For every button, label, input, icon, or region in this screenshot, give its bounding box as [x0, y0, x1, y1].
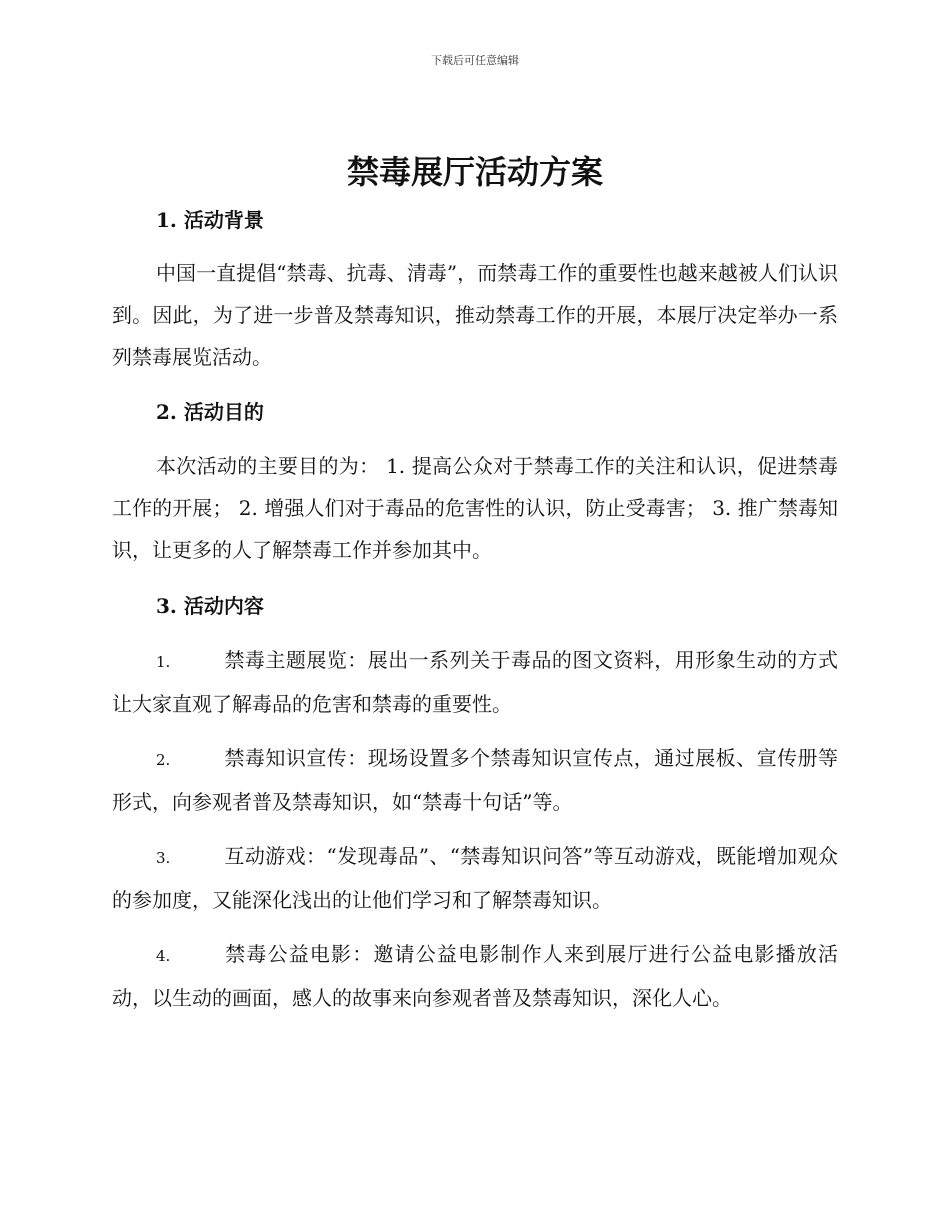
- section-paragraph: 本次活动的主要目的为： 1. 提高公众对于禁毒工作的关注和认识，促进禁毒工作的开展； 2. 增强人们对于毒品的危害性的认识，防止受毒害； 3. 推广禁毒知识，让更多的人了解禁毒工作并参加其中。: [112, 454, 838, 562]
- document-body: [112, 202, 838, 1019]
- list-item-text: 禁毒知识宣传：现场设置多个禁毒知识宣传点，通过展板、宣传册等形式，向参观者普及禁毒知识，如“禁毒十句话”等。: [112, 746, 838, 814]
- section-purpose: [112, 394, 838, 571]
- section-content: [112, 588, 838, 1019]
- list-item: [112, 835, 838, 921]
- list-item: [112, 737, 838, 823]
- list-item-text: 禁毒主题展览：展出一系列关于毒品的图文资料，用形象生动的方式让大家直观了解毒品的危害和禁毒的重要性。: [112, 648, 838, 716]
- list-item-number: 3.: [156, 849, 171, 867]
- section-background: [112, 202, 838, 378]
- list-item-number: 1.: [156, 653, 171, 671]
- list-item: [112, 933, 838, 1019]
- header-note: 下载后可任意编辑: [431, 54, 519, 67]
- section-paragraph: 中国一直提倡“禁毒、抗毒、清毒”，而禁毒工作的重要性也越来越被人们认识到。因此，为了进一步普及禁毒知识，推动禁毒工作的开展，本展厅决定举办一系列禁毒展览活动。: [112, 261, 838, 369]
- section-heading: 3. 活动内容: [156, 594, 264, 618]
- list-item-text: 互动游戏：“发现毒品”、“禁毒知识问答”等互动游戏，既能增加观众的参加度，又能深化浅出的让他们学习和了解禁毒知识。: [112, 844, 838, 912]
- section-heading: 1. 活动背景: [156, 208, 264, 232]
- section-heading: 2. 活动目的: [156, 400, 264, 424]
- document-title: 禁毒展厅活动方案: [346, 153, 603, 191]
- list-item-number: 4.: [156, 947, 171, 965]
- list-item: [112, 639, 838, 725]
- list-item-text: 禁毒公益电影：邀请公益电影制作人来到展厅进行公益电影播放活动，以生动的画面，感人的故事来向参观者普及禁毒知识，深化人心。: [112, 942, 838, 1010]
- list-item-number: 2.: [156, 751, 171, 769]
